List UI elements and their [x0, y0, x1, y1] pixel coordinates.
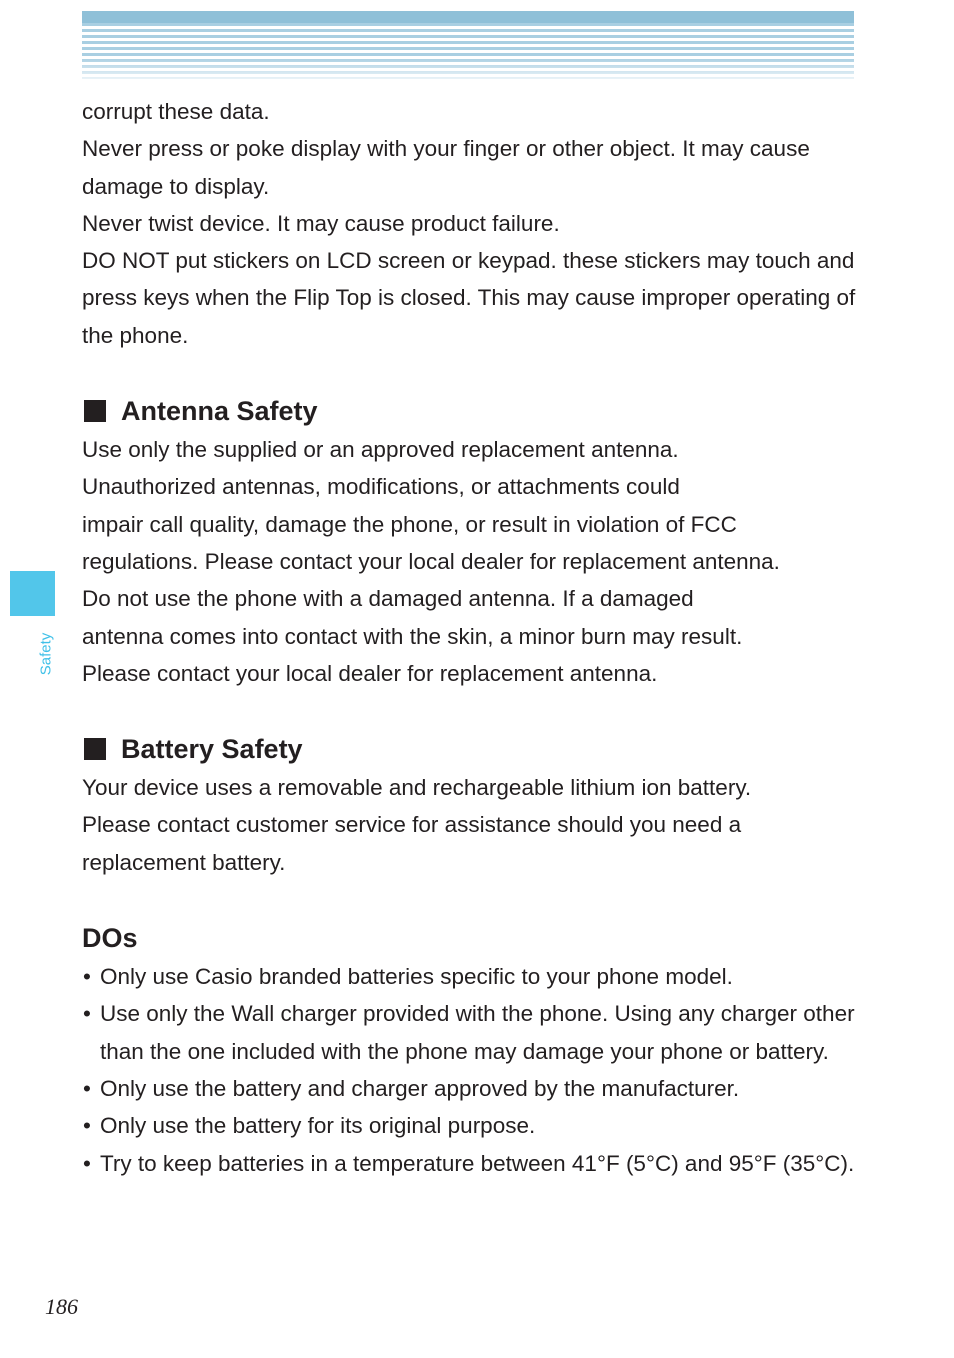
antenna-safety-title: Antenna Safety: [121, 396, 318, 427]
antenna-safety-heading: [82, 391, 857, 431]
intro-paragraph: DO NOT put stickers on LCD screen or keypad. these stickers may touch and press keys when the Flip Top is closed. This may cause improper operating of the phone.: [82, 248, 856, 348]
antenna-line: impair call quality, damage the phone, or result in violation of FCC: [82, 511, 737, 537]
list-item-text: Only use Casio branded batteries specific to your phone model.: [100, 964, 733, 990]
list-item: [82, 958, 857, 995]
intro-paragraph: Never twist device. It may cause product failure.: [82, 210, 560, 236]
list-item-text: Use only the Wall charger provided with the phone. Using any charger other than the one included with the phone may damage your phone or battery.: [100, 1001, 855, 1064]
section-tab-marker: [10, 571, 55, 616]
list-item: [82, 1107, 857, 1144]
battery-line: Please contact customer service for assistance should you need a: [82, 812, 742, 838]
dos-list: [82, 958, 857, 1182]
page-content: [82, 93, 857, 1182]
page-number: 186: [45, 1294, 78, 1319]
section-tab-label: Safety: [37, 632, 55, 676]
bullet-icon: •: [83, 1075, 91, 1101]
bullet-icon: •: [83, 964, 91, 990]
battery-line: Your device uses a removable and rechargeable lithium ion battery.: [82, 775, 752, 801]
battery-safety-title: Battery Safety: [121, 734, 303, 765]
antenna-line: Unauthorized antennas, modifications, or attachments could: [82, 474, 680, 500]
header-decoration: [82, 11, 854, 79]
bullet-icon: •: [83, 1113, 91, 1139]
list-item: [82, 1070, 857, 1107]
spacer: [82, 881, 857, 918]
antenna-line: Please contact your local dealer for replacement antenna.: [82, 660, 658, 686]
spacer: [82, 692, 857, 729]
square-bullet-icon: [84, 738, 106, 760]
list-item-text: Try to keep batteries in a temperature between 41°F (5°C) and 95°F (35°C).: [100, 1150, 855, 1176]
dos-heading: DOs: [82, 923, 138, 954]
battery-safety-heading: [82, 729, 857, 769]
antenna-line: Use only the supplied or an approved replacement antenna.: [82, 437, 679, 463]
spacer: [82, 354, 857, 391]
list-item: [82, 995, 857, 1070]
list-item-text: Only use the battery and charger approved by the manufacturer.: [100, 1075, 740, 1101]
intro-paragraph: corrupt these data.: [82, 99, 270, 124]
battery-line: replacement battery.: [82, 849, 286, 875]
antenna-line: Do not use the phone with a damaged antenna. If a damaged: [82, 586, 694, 612]
square-bullet-icon: [84, 400, 106, 422]
antenna-line: regulations. Please contact your local dealer for replacement antenna.: [82, 548, 780, 574]
intro-paragraph: Never press or poke display with your finger or other object. It may cause damage to display.: [82, 136, 810, 199]
list-item-text: Only use the battery for its original purpose.: [100, 1113, 536, 1139]
antenna-line: antenna comes into contact with the skin, a minor burn may result.: [82, 623, 743, 649]
list-item: [82, 1145, 857, 1182]
bullet-icon: •: [83, 1150, 91, 1176]
bullet-icon: •: [83, 1001, 91, 1027]
